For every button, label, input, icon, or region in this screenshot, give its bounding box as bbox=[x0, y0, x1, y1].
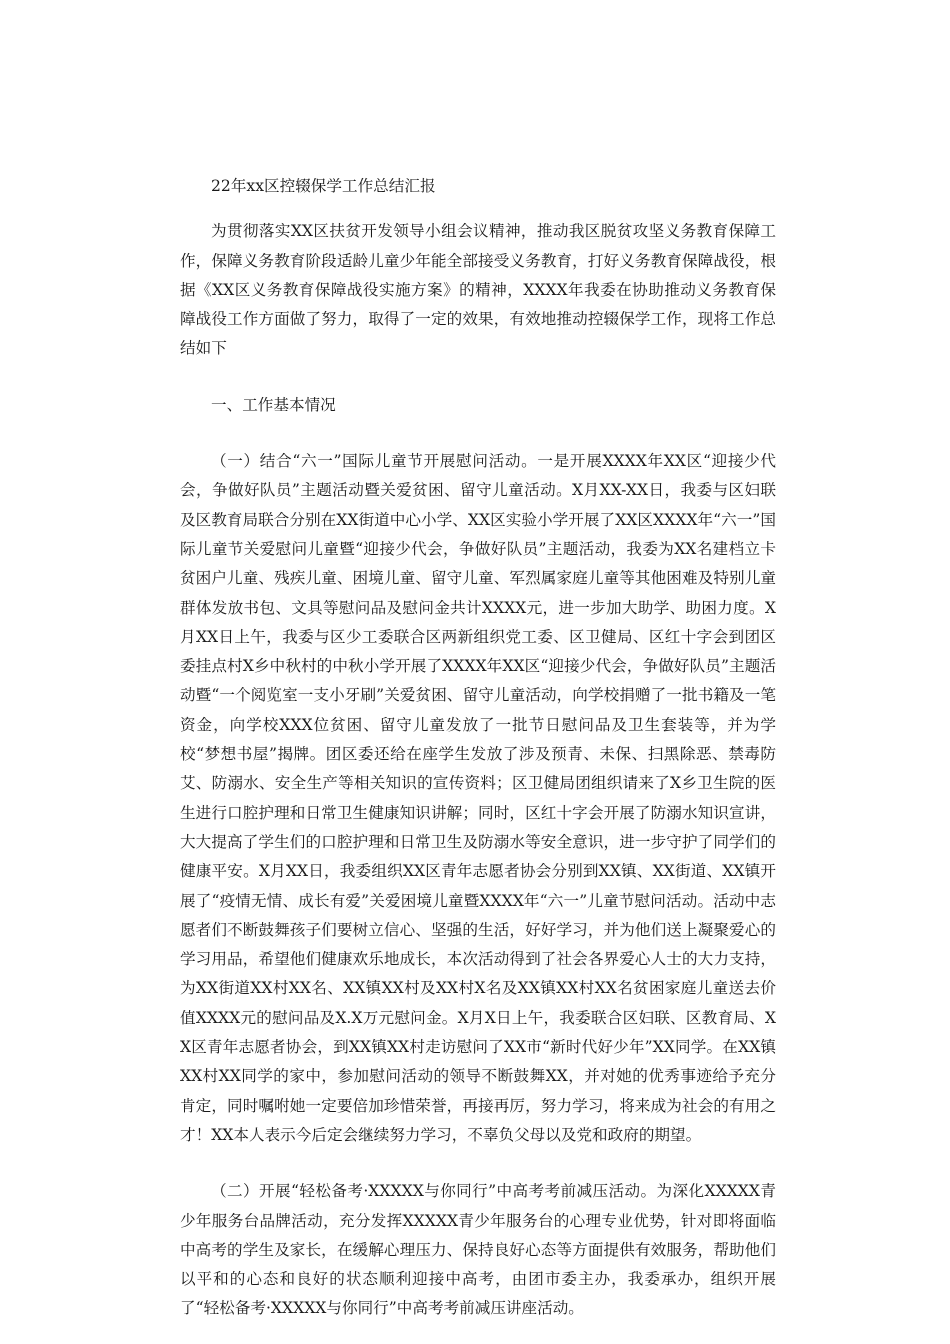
document-title: 22年xx区控辍保学工作总结汇报 bbox=[211, 177, 436, 195]
intro-paragraph: 为贯彻落实XX区扶贫开发领导小组会议精神，推动我区脱贫攻坚义务教育保障工作，保障义务教育阶段适龄儿童少年能全部接受义务教育，打好义务教育保障战役，根据《XX区义务教育保障战役实施方案》的精神，XXXX年我委在协助推动义务教育保障战役工作方面做了努力，取得了一定的效果，有效地推动控辍保学工作，现将工作总结如下 bbox=[180, 222, 776, 358]
spacer bbox=[180, 201, 776, 217]
section-heading: 一、工作基本情况 bbox=[211, 395, 336, 414]
body-paragraph: （二）开展“轻松备考·XXXXX与你同行”中高考考前减压活动。为深化XXXXX青少年服务台品牌活动，充分发挥XXXXX青少年服务台的心理专业优势，针对即将面临中高考的学生及家长，在缓解心理压力、保持良好心态等方面提供有效服务，帮助他们以平和的心态和良好的状态顺利迎接中高考，由团市委主办，我委承办，组织开展了“轻松备考·XXXXX与你同行”中高考考前减压讲座活动。 bbox=[180, 1182, 776, 1318]
spacer bbox=[180, 364, 776, 391]
body-paragraph: （一）结合“六一”国际儿童节开展慰问活动。一是开展XXXX年XX区“迎接少代会，争做好队员”主题活动暨关爱贫困、留守儿童活动。X月XX-XX日，我委与区妇联及区教育局联合分别在XX街道中心小学、XX区实验小学开展了XX区XXXX年“六一”国际儿童节关爱慰问儿童暨“迎接少代会，争做好队员”主题活动，我委为XX名建档立卡贫困户儿童、残疾儿童、困境儿童、留守儿童、军烈属家庭儿童等其他困难及特别儿童群体发放书包、文具等慰问品及慰问金共计XXXX元，进一步加大助学、助困力度。X月XX日上午，我委与区少工委联合区两新组织党工委、区卫健局、区红十字会到团区委挂点村X乡中秋村的中秋小学开展了XXXX年XX区“迎接少代会，争做好队员”主题活动暨“一个阅览室一支小牙刷”关爱贫困、留守儿童活动，向学校捐赠了一批书籍及一笔资金，向学校XXX位贫困、留守儿童发放了一批节日慰问品及卫生套装等，并为学校“梦想书屋”揭牌。团区委还给在座学生发放了涉及预青、未保、扫黑除恶、禁毒防艾、防溺水、安全生产等相关知识的宣传资料；区卫健局团组织请来了X乡卫生院的医生进行口腔护理和日常卫生健康知识讲解；同时，区红十字会开展了防溺水知识宣讲，大大提高了学生们的口腔护理和日常卫生及防溺水等安全意识，进一步守护了同学们的健康平安。X月XX日，我委组织XX区青年志愿者协会分别到XX镇、XX街道、XX镇开展了“疫情无情、成长有爱”关爱困境儿童暨XXXX年“六一”儿童节慰问活动。活动中志愿者们不断鼓舞孩子们要树立信心、坚强的生活，好好学习，并为他们送上凝聚爱心的学习用品，希望他们健康欢乐地成长，本次活动得到了社会各界爱心人士的大力支持，为XX街道XX村XX名、XX镇XX村及XX村X名及XX镇XX村XX名贫困家庭儿童送去价值XXXX元的慰问品及X.X万元慰问金。X月X日上午，我委联合区妇联、区教育局、XX区青年志愿者协会，到XX镇XX村走访慰问了XX市“新时代好少年”XX同学。在XX镇XX村XX同学的家中，参加慰问活动的领导不断鼓舞XX，并对她的优秀事迹给予充分肯定，同时嘱咐她一定要倍加珍惜荣誉，再接再厉，努力学习，将来成为社会的有用之才！XX本人表示今后定会继续努力学习，不辜负父母以及党和政府的期望。 bbox=[180, 452, 776, 1144]
spacer bbox=[180, 420, 776, 447]
spacer bbox=[180, 1150, 776, 1177]
document-body bbox=[180, 172, 776, 1324]
